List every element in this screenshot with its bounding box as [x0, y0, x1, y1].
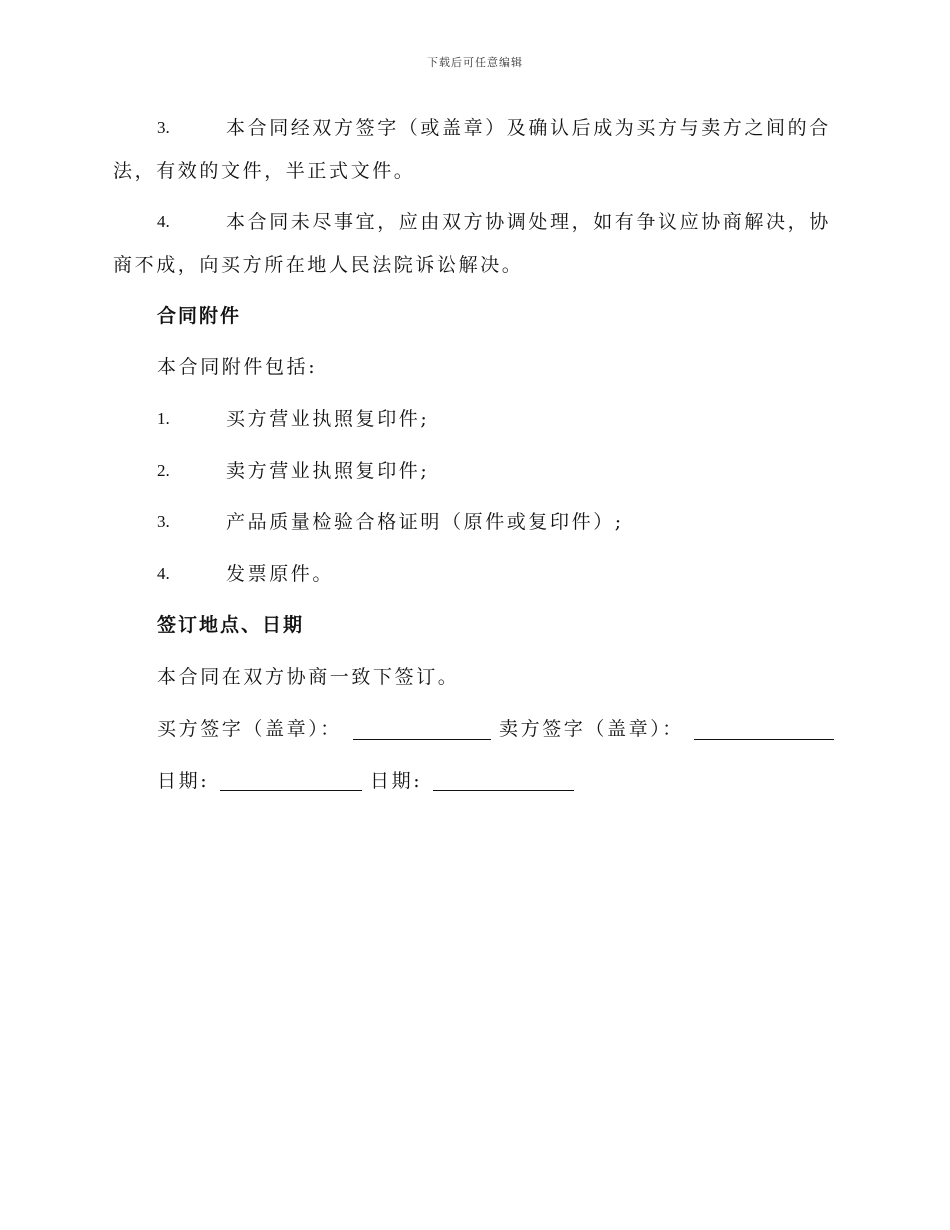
- section-heading-attachments: 合同附件: [157, 305, 242, 327]
- attachment-number: 2.: [157, 461, 170, 480]
- clause-text-line: 法，有效的文件，半正式文件。: [113, 160, 416, 182]
- seller-date-blank: [433, 790, 574, 791]
- clause-text-line: 本合同未尽事宜，应由双方协调处理，如有争议应协商解决，协: [226, 211, 831, 233]
- attachment-item: 产品质量检验合格证明（原件或复印件）;: [226, 511, 624, 533]
- clause-number: 3.: [157, 118, 170, 137]
- clause-text-line: 商不成，向买方所在地人民法院诉讼解决。: [113, 254, 524, 276]
- clause-number: 4.: [157, 212, 170, 231]
- signing-text: 本合同在双方协商一致下签订。: [157, 666, 460, 688]
- attachment-item: 发票原件。: [226, 563, 335, 585]
- attachment-number: 1.: [157, 409, 170, 428]
- seller-sign-label: 卖方签字（盖章）：: [499, 718, 684, 740]
- seller-date-label: 日期:: [370, 770, 423, 792]
- page-header: 下载后可任意编辑: [427, 56, 523, 69]
- attachment-number: 4.: [157, 564, 170, 583]
- attachments-intro: 本合同附件包括:: [157, 356, 318, 378]
- attachment-number: 3.: [157, 512, 170, 531]
- buyer-sign-label: 买方签字（盖章）：: [157, 718, 342, 740]
- buyer-sign-blank: [353, 739, 491, 740]
- section-heading-signing: 签订地点、日期: [157, 614, 305, 636]
- attachment-item: 卖方营业执照复印件;: [226, 460, 430, 482]
- attachment-item: 买方营业执照复印件;: [226, 408, 430, 430]
- buyer-date-blank: [220, 790, 362, 791]
- seller-sign-blank: [694, 739, 834, 740]
- buyer-date-label: 日期:: [157, 770, 210, 792]
- clause-text-line: 本合同经双方签字（或盖章）及确认后成为买方与卖方之间的合: [226, 117, 831, 139]
